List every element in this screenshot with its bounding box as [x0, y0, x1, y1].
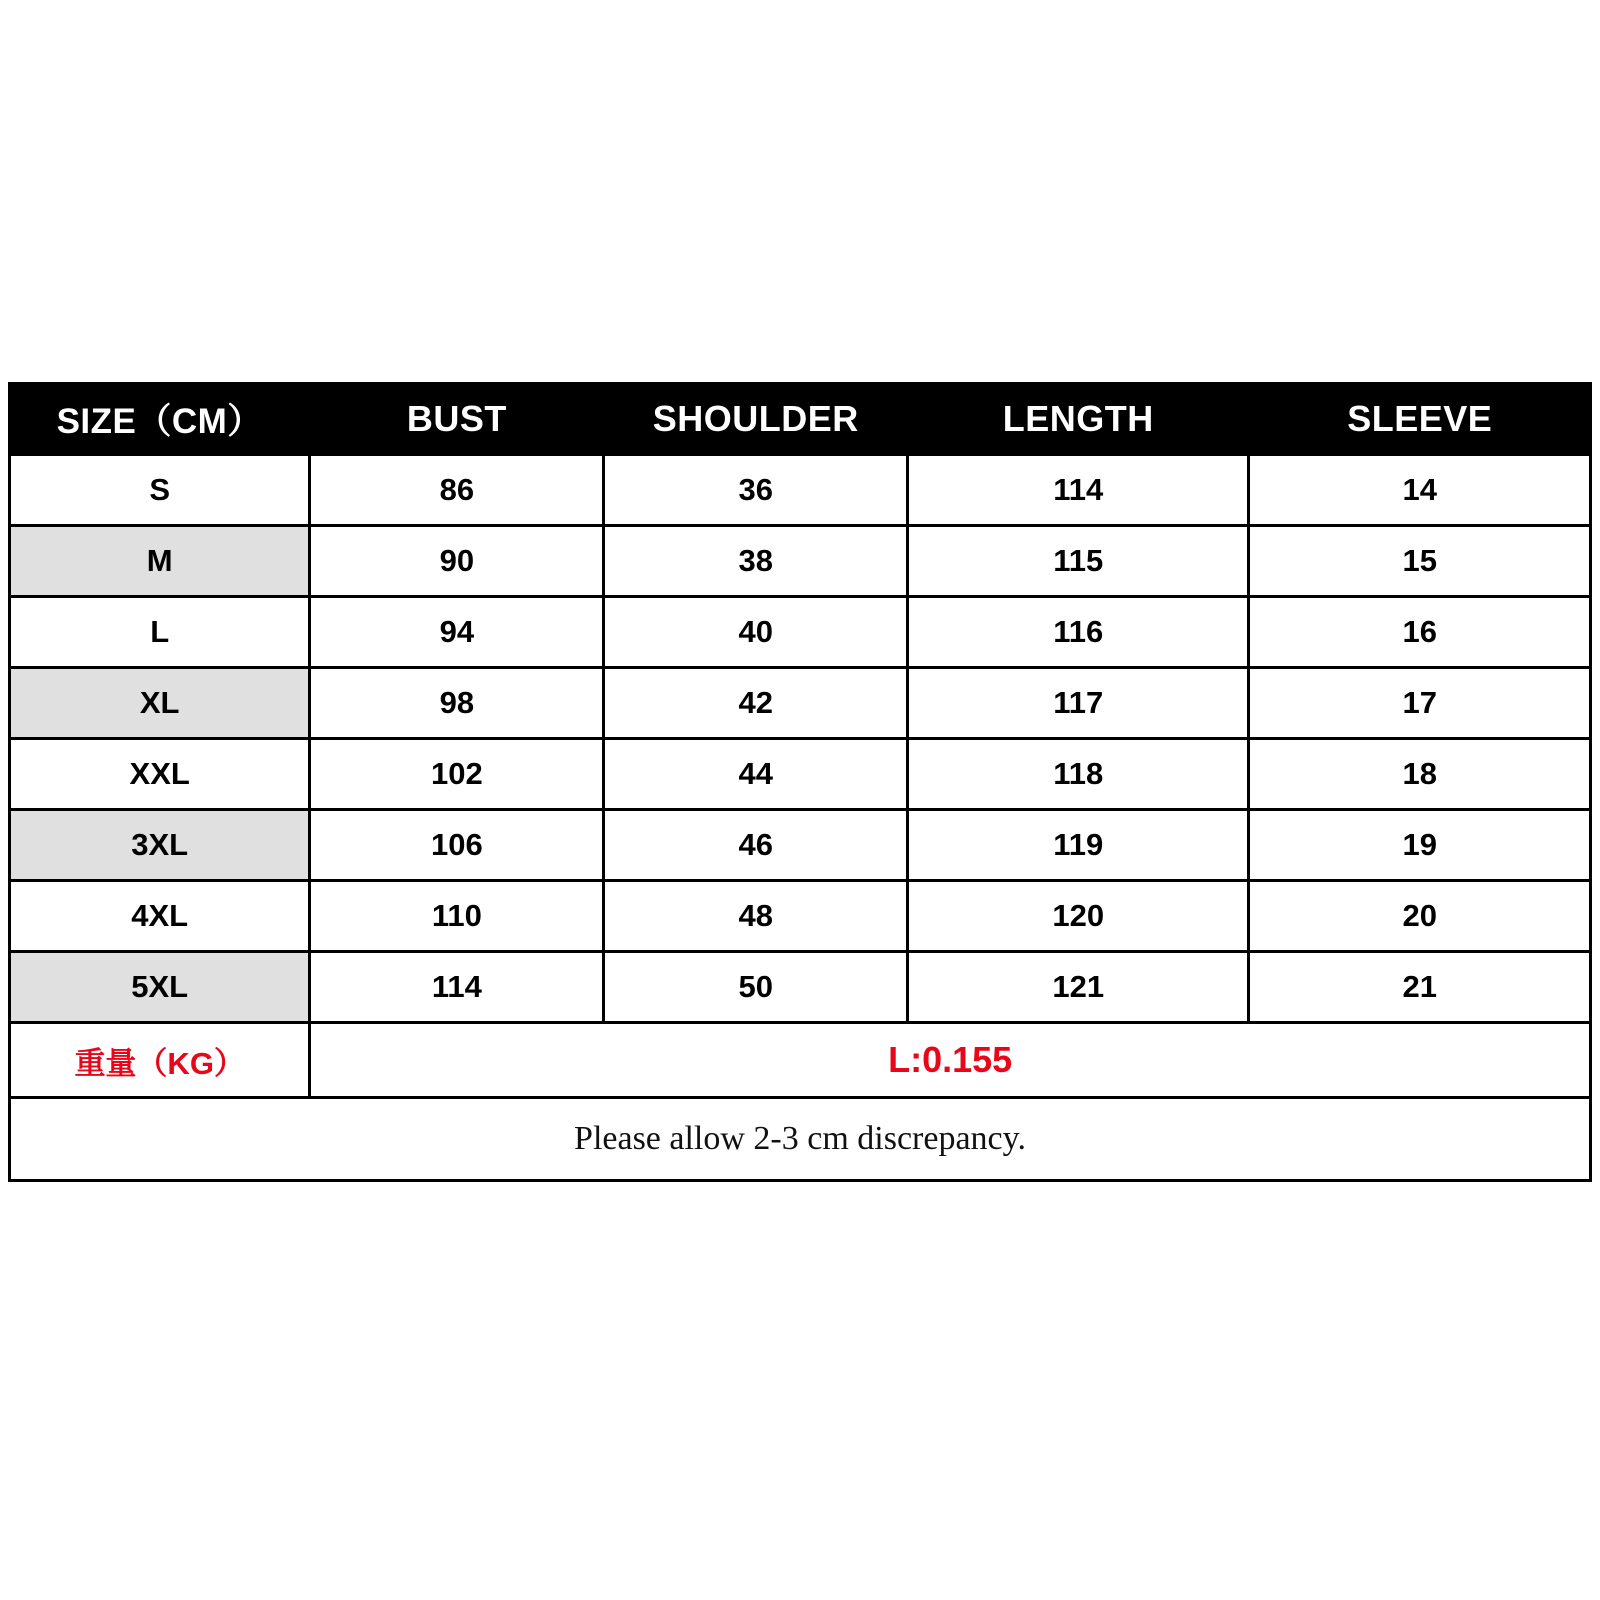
table-header-row: [10, 384, 1591, 455]
cell-shoulder: 44: [604, 739, 908, 810]
table-row: [10, 739, 1591, 810]
cell-sleeve: 17: [1249, 668, 1591, 739]
table-row: [10, 952, 1591, 1023]
column-header-bust: BUST: [310, 384, 604, 455]
weight-row: [10, 1023, 1591, 1098]
column-header-sleeve: SLEEVE: [1249, 384, 1591, 455]
weight-label: 重量（KG）: [10, 1023, 310, 1098]
note-row: [10, 1098, 1591, 1181]
cell-length: 120: [907, 881, 1248, 952]
cell-bust: 90: [310, 526, 604, 597]
column-header-shoulder: SHOULDER: [604, 384, 908, 455]
cell-length: 116: [907, 597, 1248, 668]
discrepancy-note: Please allow 2-3 cm discrepancy.: [10, 1098, 1591, 1181]
cell-shoulder: 46: [604, 810, 908, 881]
cell-size: XXL: [10, 739, 310, 810]
cell-length: 119: [907, 810, 1248, 881]
table-row: [10, 597, 1591, 668]
cell-sleeve: 21: [1249, 952, 1591, 1023]
cell-size: L: [10, 597, 310, 668]
table-row: [10, 526, 1591, 597]
cell-shoulder: 48: [604, 881, 908, 952]
cell-bust: 114: [310, 952, 604, 1023]
table-row: [10, 810, 1591, 881]
weight-value: L:0.155: [310, 1023, 1591, 1098]
cell-bust: 110: [310, 881, 604, 952]
cell-size: XL: [10, 668, 310, 739]
cell-size: S: [10, 455, 310, 526]
cell-sleeve: 15: [1249, 526, 1591, 597]
size-chart-container: [8, 382, 1592, 1182]
cell-sleeve: 18: [1249, 739, 1591, 810]
cell-length: 115: [907, 526, 1248, 597]
column-header-length: LENGTH: [907, 384, 1248, 455]
cell-bust: 94: [310, 597, 604, 668]
cell-length: 118: [907, 739, 1248, 810]
cell-bust: 86: [310, 455, 604, 526]
cell-size: 5XL: [10, 952, 310, 1023]
cell-shoulder: 50: [604, 952, 908, 1023]
cell-sleeve: 16: [1249, 597, 1591, 668]
cell-bust: 102: [310, 739, 604, 810]
cell-sleeve: 14: [1249, 455, 1591, 526]
cell-shoulder: 40: [604, 597, 908, 668]
cell-size: 4XL: [10, 881, 310, 952]
cell-length: 117: [907, 668, 1248, 739]
cell-bust: 106: [310, 810, 604, 881]
cell-sleeve: 19: [1249, 810, 1591, 881]
table-row: [10, 881, 1591, 952]
table-row: [10, 455, 1591, 526]
size-chart-table: [8, 382, 1592, 1182]
cell-size: M: [10, 526, 310, 597]
cell-bust: 98: [310, 668, 604, 739]
cell-shoulder: 36: [604, 455, 908, 526]
cell-shoulder: 42: [604, 668, 908, 739]
cell-size: 3XL: [10, 810, 310, 881]
column-header-size: SIZE（CM）: [10, 384, 310, 455]
cell-length: 121: [907, 952, 1248, 1023]
cell-sleeve: 20: [1249, 881, 1591, 952]
table-row: [10, 668, 1591, 739]
cell-shoulder: 38: [604, 526, 908, 597]
cell-length: 114: [907, 455, 1248, 526]
